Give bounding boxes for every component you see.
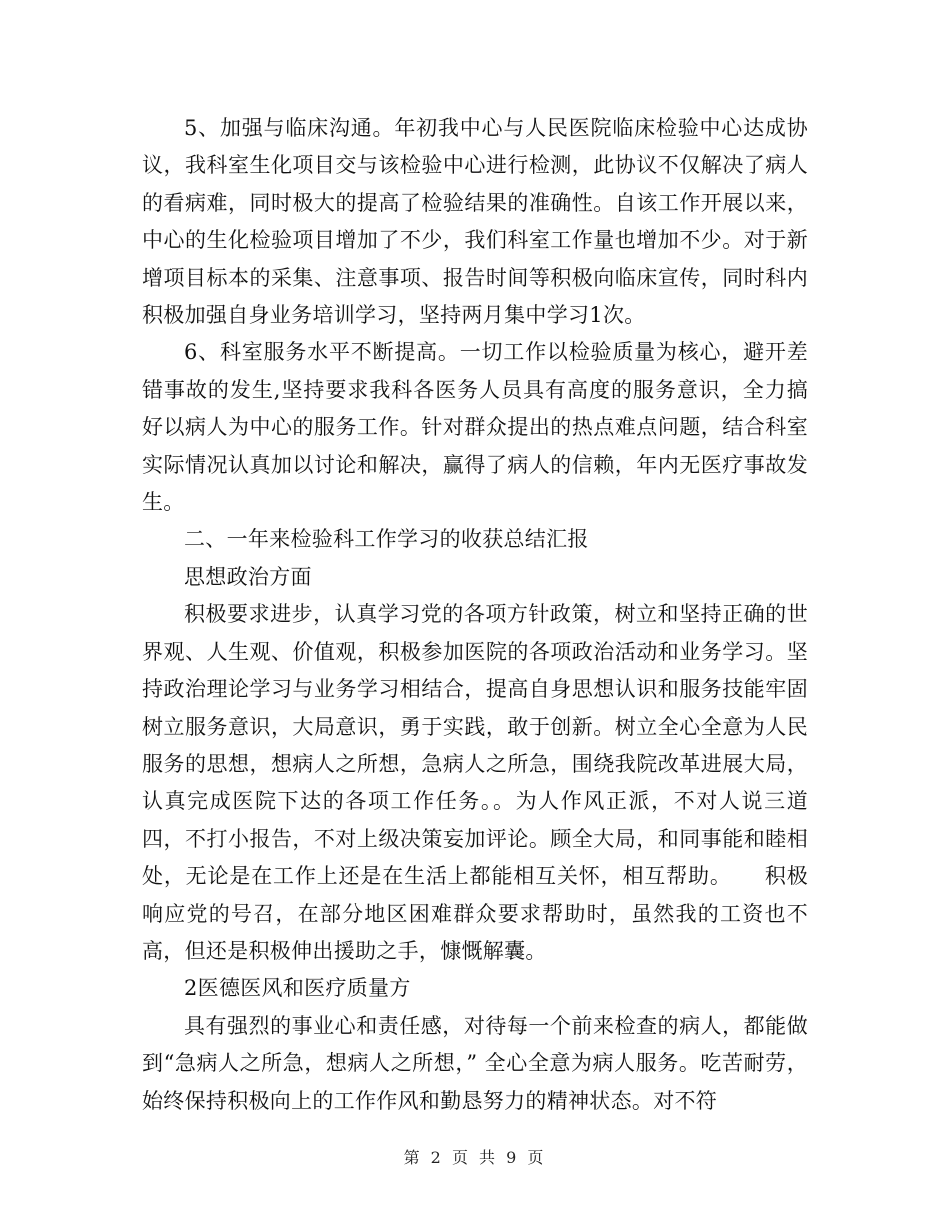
section-heading-summary: 二、一年来检验科工作学习的收获总结汇报 — [184, 527, 589, 552]
subheading-political: 思想政治方面 — [184, 564, 312, 589]
paragraph-political: 积极要求进步，认真学习党的各项方针政策，树立和坚持正确的世界观、人生观、价值观，积极参加医院的各项政治活动和业务学习。坚持政治理论学习与业务学习相结合，提高自身思想认识和服务技能牢固树立服务意识，大局意识，勇于实践，敢于创新。树立全心全意为人民服务的思想，想病人之所想，急病人之所急，围绕我院改革进展大局，认真完成医院下达的各项工作任务。。为人作风正派，不对人说三道四，不打小报告，不对上级决策妄加评论。顾全大局，和同事能和睦相处，无论是在工作上还是在生活上都能相互关怀，相互帮助。 积极响应党的号召，在部分地区困难群众要求帮助时，虽然我的工资也不高，但还是积极伸出援助之手，慷慨解囊。 — [142, 602, 808, 963]
paragraph-medical-ethics: 具有强烈的事业心和责任感，对待每一个前来检查的病人，都能做到“急病人之所急，想病人之所想，” 全心全意为病人服务。吃苦耐劳，始终保持积极向上的工作作风和勤恳努力的精神状态。对不符 — [142, 1013, 808, 1113]
document-body — [142, 110, 808, 1120]
page-footer: 第 2 页 共 9 页 — [403, 1148, 547, 1167]
paragraph-clinical-communication: 5、加强与临床沟通。年初我中心与人民医院临床检验中心达成协议，我科室生化项目交与该检验中心进行检测，此协议不仅解决了病人的看病难，同时极大的提高了检验结果的准确性。自该工作开展以来，中心的生化检验项目增加了不少，我们科室工作量也增加不少。对于新增项目标本的采集、注意事项、报告时间等积极向临床宣传，同时科内积极加强自身业务培训学习，坚持两月集中学习1次。 — [142, 116, 808, 328]
paragraph-service-level: 6、科室服务水平不断提高。一切工作以检验质量为核心，避开差错事故的发生,坚持要求我科各医务人员具有高度的服务意识，全力搞好以病人为中心的服务工作。针对群众提出的热点难点问题，结合科室实际情况认真加以讨论和解决，赢得了病人的信赖，年内无医疗事故发生。 — [142, 340, 808, 515]
subheading-medical-ethics: 2医德医风和医疗质量方 — [184, 976, 411, 1001]
